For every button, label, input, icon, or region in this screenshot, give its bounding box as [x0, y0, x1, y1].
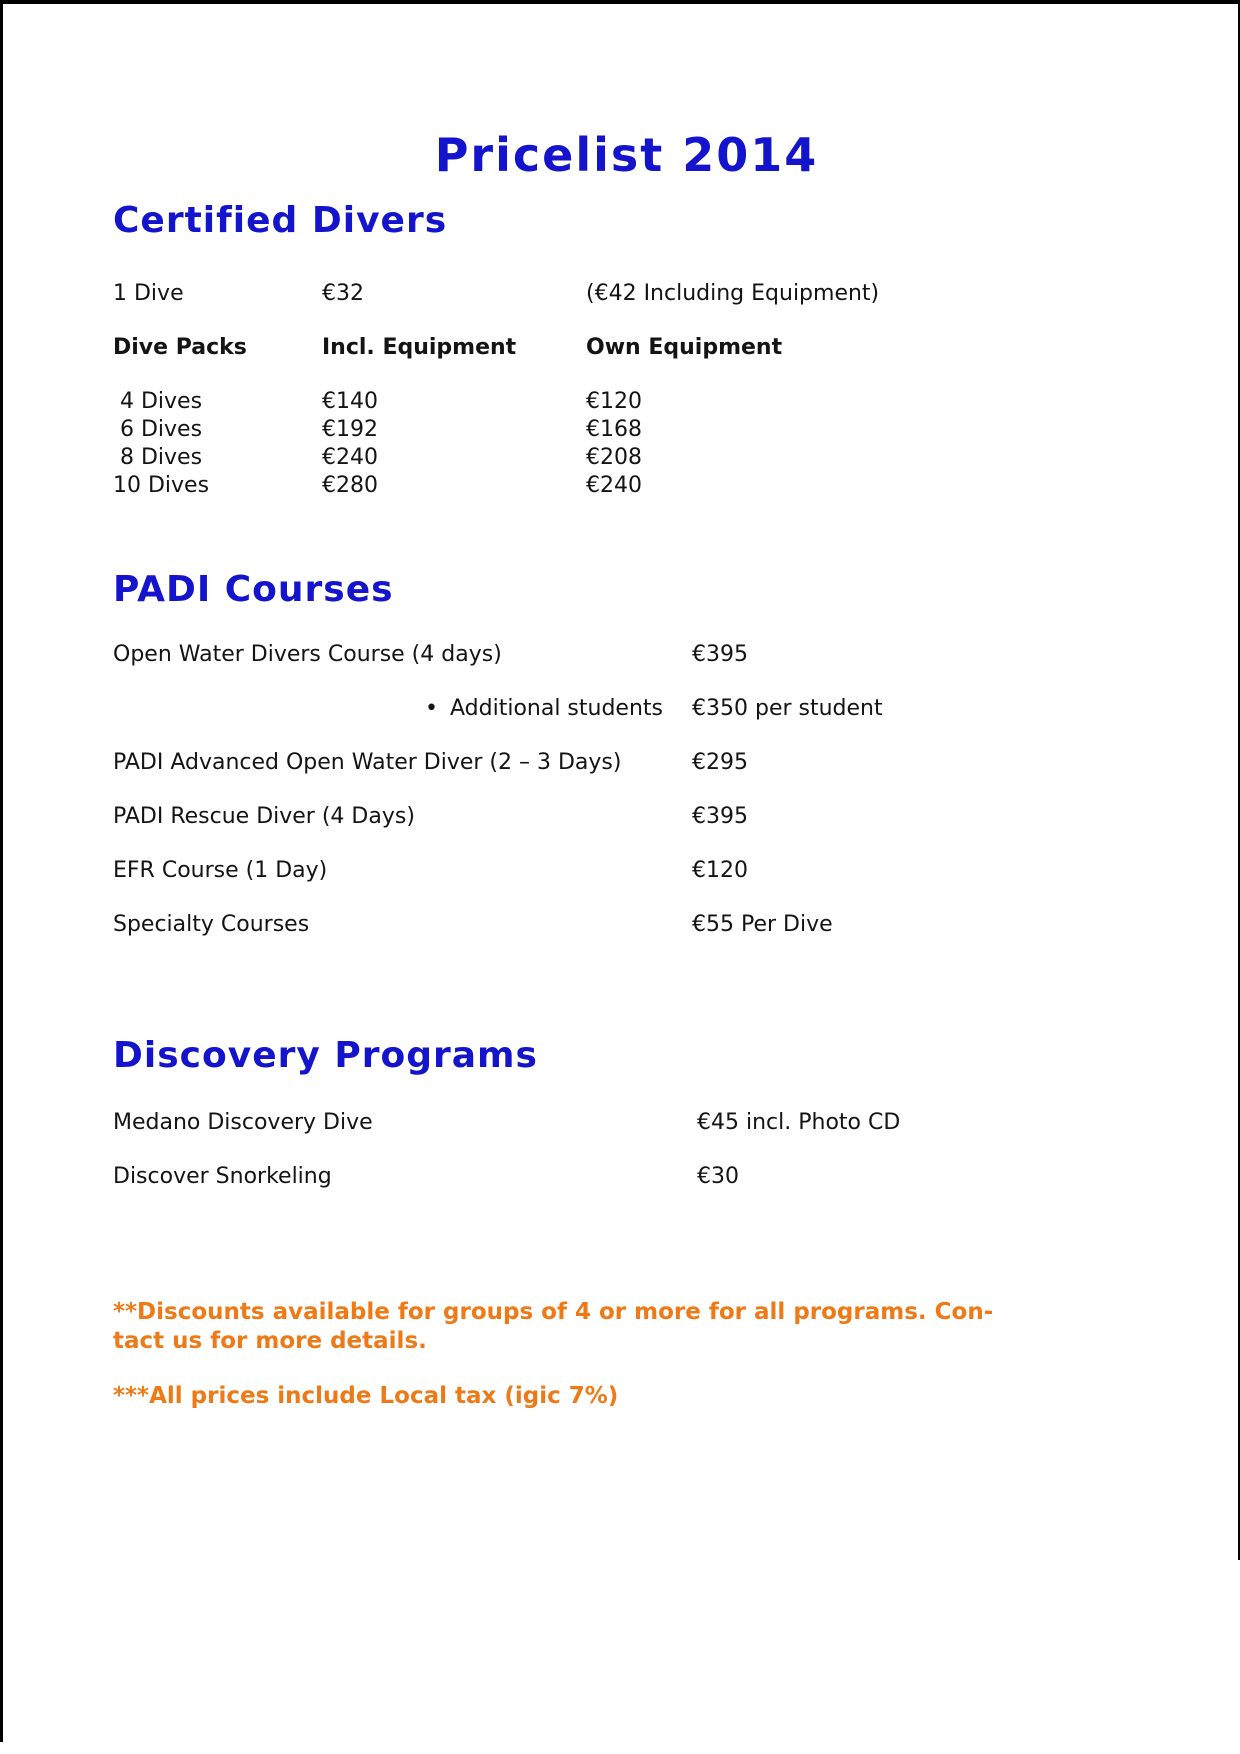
column-header-incl-equipment: Incl. Equipment	[322, 335, 517, 361]
single-dive-note: (€42 Including Equipment)	[586, 281, 880, 307]
program-row	[113, 1109, 1140, 1136]
pack-price-own: €240	[586, 473, 642, 499]
discount-note	[113, 1298, 1140, 1356]
pack-label: 6 Dives	[113, 417, 203, 443]
column-header-own-equipment: Own Equipment	[586, 335, 783, 361]
course-price: €295	[692, 749, 748, 775]
course-price: €120	[692, 857, 748, 883]
course-row	[113, 857, 1140, 884]
program-label: Medano Discovery Dive	[113, 1109, 373, 1135]
course-price: €55 Per Dive	[692, 911, 833, 937]
page-title: Pricelist 2014	[434, 128, 819, 182]
course-label: Specialty Courses	[113, 911, 310, 937]
pack-price-own: €208	[586, 445, 642, 471]
course-label: PADI Advanced Open Water Diver (2 – 3 Days)	[113, 749, 622, 775]
page-border-left	[0, 0, 3, 1742]
course-row	[113, 641, 1140, 668]
program-row	[113, 1163, 1140, 1190]
table-row	[113, 416, 1140, 444]
pack-price-incl: €280	[322, 473, 378, 499]
course-row	[113, 911, 1140, 938]
pack-label: 4 Dives	[113, 389, 203, 415]
table-row	[113, 444, 1140, 472]
single-dive-price: €32	[322, 281, 364, 307]
discovery-programs-heading: Discovery Programs	[113, 1034, 538, 1076]
course-price: €395	[692, 803, 748, 829]
single-dive-row	[113, 280, 1140, 308]
course-label: Additional students	[450, 695, 663, 721]
course-row	[113, 749, 1140, 776]
program-price: €45 incl. Photo CD	[697, 1109, 901, 1135]
table-row	[113, 388, 1140, 416]
discount-note-line1: **Discounts available for groups of 4 or more for all programs. Con-	[113, 1298, 994, 1325]
section-padi-courses	[113, 568, 1140, 937]
pack-price-own: €168	[586, 417, 642, 443]
single-dive-label: 1 Dive	[113, 281, 184, 307]
course-label: PADI Rescue Diver (4 Days)	[113, 803, 415, 829]
course-row-additional-students	[113, 695, 1140, 722]
pack-price-incl: €240	[322, 445, 378, 471]
course-price: €350 per student	[692, 695, 883, 721]
pack-price-incl: €140	[322, 389, 378, 415]
section-certified-divers	[113, 199, 1140, 500]
course-row	[113, 803, 1140, 830]
dive-packs-table	[113, 388, 1140, 500]
pack-price-own: €120	[586, 389, 642, 415]
pack-label: 8 Dives	[113, 445, 203, 471]
certified-divers-heading: Certified Divers	[113, 200, 448, 242]
pack-label: 10 Dives	[113, 473, 210, 499]
program-price: €30	[697, 1163, 739, 1189]
padi-courses-heading: PADI Courses	[113, 569, 394, 611]
column-header-dive-packs: Dive Packs	[113, 335, 247, 361]
bullet-icon: •	[425, 695, 438, 721]
course-price: €395	[692, 641, 748, 667]
dive-packs-header-row	[113, 334, 1140, 362]
table-row	[113, 472, 1140, 500]
tax-note: ***All prices include Local tax (igic 7%)	[113, 1382, 619, 1409]
course-label: Open Water Divers Course (4 days)	[113, 641, 502, 667]
section-discovery-programs	[113, 1034, 1140, 1190]
page-border-top	[0, 0, 1240, 4]
program-label: Discover Snorkeling	[113, 1163, 332, 1189]
pack-price-incl: €192	[322, 417, 378, 443]
course-label: EFR Course (1 Day)	[113, 857, 328, 883]
discount-note-line2: tact us for more details.	[113, 1327, 427, 1354]
course-label-bulleted	[113, 695, 692, 722]
